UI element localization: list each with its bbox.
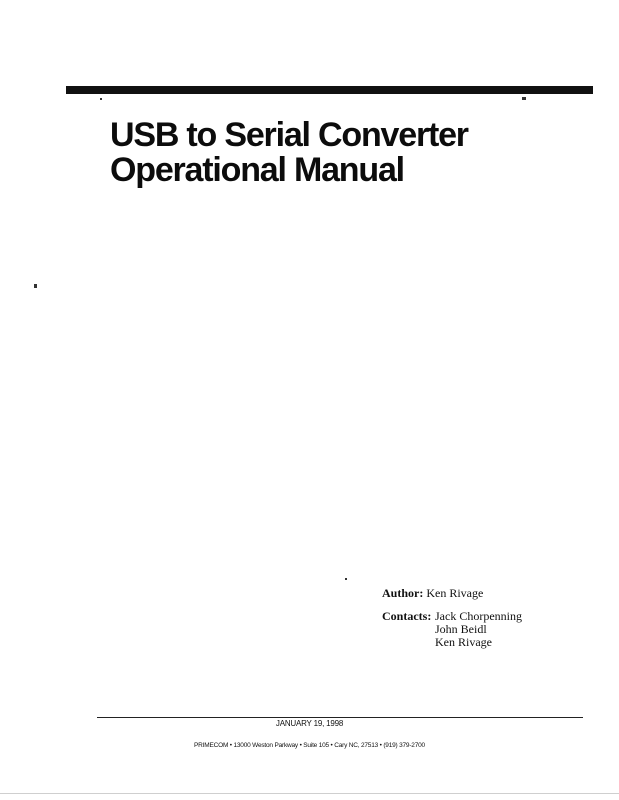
author-block bbox=[382, 586, 483, 601]
scan-speck bbox=[34, 284, 37, 288]
author-name: Ken Rivage bbox=[426, 586, 484, 600]
footer-rule bbox=[97, 717, 583, 718]
page-edge-rule bbox=[0, 793, 619, 794]
scan-speck bbox=[345, 578, 347, 580]
contacts-list bbox=[435, 610, 522, 649]
document-title bbox=[110, 118, 468, 188]
title-line-2: Operational Manual bbox=[110, 151, 404, 189]
contacts-label: Contacts: bbox=[382, 609, 432, 623]
contact-name: John Beidl bbox=[435, 622, 487, 636]
document-date: JANUARY 19, 1998 bbox=[275, 719, 344, 728]
contact-name: Ken Rivage bbox=[435, 635, 492, 649]
scan-speck bbox=[100, 98, 102, 100]
header-rule bbox=[66, 86, 593, 94]
company-address: PRIMECOM • 13000 Weston Parkway • Suite 105 • Cary NC, 27513 • (919) 379-2700 bbox=[194, 742, 425, 749]
contact-name: Jack Chorpenning bbox=[435, 609, 522, 623]
title-line-1: USB to Serial Converter bbox=[110, 116, 468, 154]
author-label: Author: bbox=[382, 586, 424, 600]
scan-speck bbox=[522, 97, 526, 100]
contacts-block bbox=[382, 610, 522, 649]
